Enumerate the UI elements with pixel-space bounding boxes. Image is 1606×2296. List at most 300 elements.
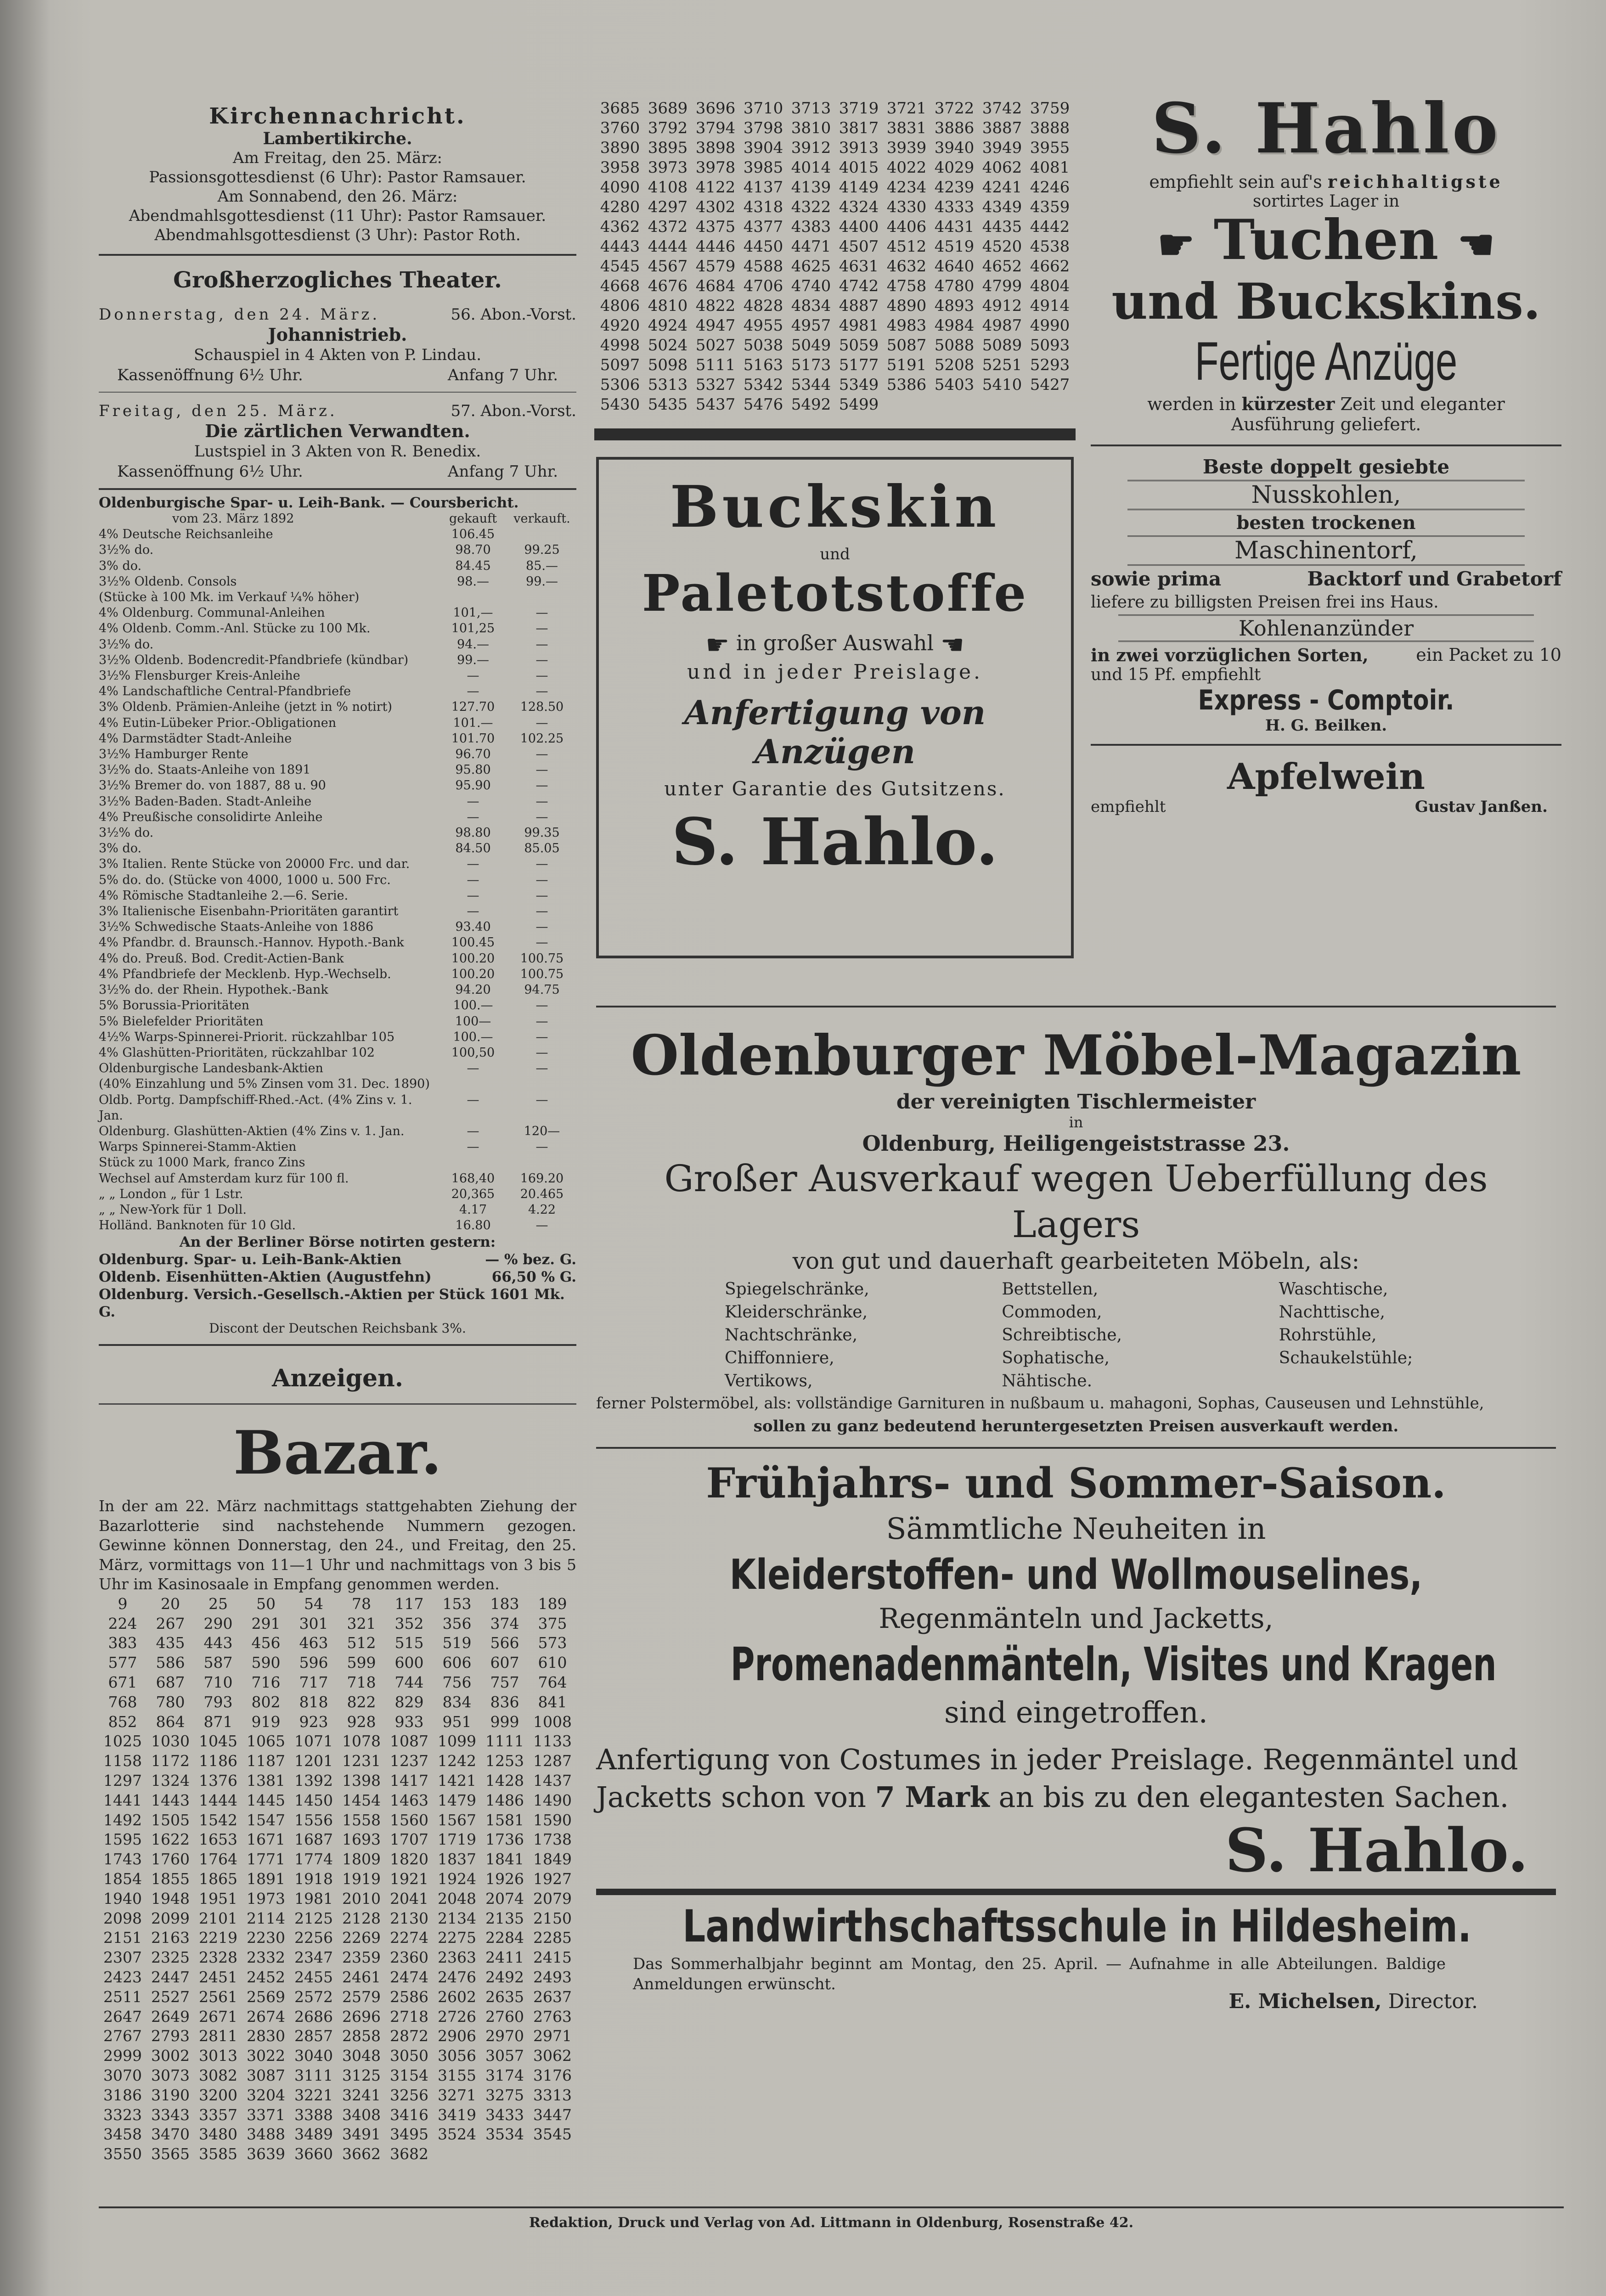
lottery-number: 1622 [151, 1830, 190, 1849]
lottery-number: 834 [442, 1693, 472, 1711]
lottery-number: 1201 [294, 1752, 333, 1770]
lottery-number: 610 [538, 1654, 567, 1672]
kohlen-2: Nusskohlen, [1127, 480, 1525, 510]
lottery-number: 2793 [151, 2027, 190, 2045]
divider [1091, 744, 1561, 746]
lottery-number: 2637 [533, 1987, 572, 2006]
lottery-number: 4981 [839, 316, 879, 335]
lottery-number: 3887 [982, 119, 1022, 137]
lottery-number: 3660 [294, 2145, 333, 2163]
lottery-number: 596 [299, 1654, 328, 1672]
kurs-sold: — [535, 857, 548, 872]
lottery-number: 1542 [199, 1811, 237, 1829]
kurs-sold: — [535, 747, 548, 762]
kurs-bought: 98.80 [455, 826, 491, 840]
kurs-security: 4% Oldenb. Comm.-Anl. Stücke zu 100 Mk. [99, 621, 371, 636]
lottery-number: 1444 [199, 1791, 237, 1809]
kurs-sold: — [535, 872, 548, 887]
lottery-number: 3810 [791, 119, 831, 137]
lottery-number: 3458 [103, 2125, 142, 2144]
kurs-security: 3% Italien. Rente Stücke von 20000 Frc. und dar. [99, 857, 410, 872]
lottery-number: 822 [347, 1693, 376, 1711]
lottery-number: 764 [538, 1673, 567, 1692]
lottery-number: 2360 [390, 1948, 428, 1967]
lottery-number: 4684 [695, 277, 736, 295]
lottery-number: 3491 [342, 2125, 381, 2144]
lottery-number: 2493 [533, 1968, 572, 1986]
kurs-security: Stück zu 1000 Mark, franco Zins [99, 1155, 305, 1170]
lottery-number: 3550 [103, 2145, 142, 2163]
lottery-number: 1186 [199, 1752, 237, 1770]
kurs-security: 3½% Flensburger Kreis-Anleihe [99, 669, 300, 683]
thick-rule [596, 1889, 1556, 1895]
lottery-number: 1560 [390, 1811, 428, 1829]
kurs-sold: — [535, 920, 548, 934]
right-column [1091, 90, 1561, 816]
lottery-number: 2696 [342, 2007, 381, 2026]
lottery-number: 1417 [390, 1772, 428, 1790]
lottery-number: 3275 [485, 2086, 524, 2104]
lottery-number: 1099 [438, 1732, 476, 1750]
lottery-number: 2363 [438, 1948, 476, 1967]
apfelwein-line [1091, 798, 1561, 816]
lottery-number: 2041 [390, 1889, 428, 1908]
buckskin-firm: S. Hahlo. [671, 805, 998, 880]
lottery-number: 2970 [485, 2027, 524, 2045]
pointing-hand-left-icon: ☚ [940, 629, 964, 660]
kurs-security: 3½% Bremer do. von 1887, 88 u. 90 [99, 778, 326, 793]
lottery-number: 290 [203, 1614, 233, 1632]
lottery-number: 1376 [199, 1772, 237, 1790]
lottery-number: 3040 [294, 2047, 333, 2065]
lottery-number: 3585 [199, 2145, 237, 2163]
hahlo-tuchen [1091, 208, 1561, 274]
lottery-number: 3742 [982, 99, 1022, 118]
lottery-number: 3447 [533, 2105, 572, 2124]
lottery-number: 374 [490, 1614, 519, 1632]
lottery-number: 117 [394, 1594, 424, 1613]
kurs-bought: 99.— [457, 653, 489, 667]
lottery-number: 1921 [390, 1870, 428, 1888]
lottery-number: 573 [538, 1634, 567, 1652]
lottery-number: 1924 [438, 1870, 476, 1888]
divider [596, 1006, 1556, 1007]
middle-column [596, 99, 1074, 958]
kurs-sold: — [535, 1092, 548, 1107]
kurs-sold: 20.465 [520, 1187, 564, 1201]
kurs-bought [439, 590, 507, 605]
kurs-sold: — [535, 810, 548, 824]
lottery-number: 2671 [199, 2007, 237, 2026]
lottery-number: 4640 [934, 257, 975, 276]
kohlen-5 [1091, 568, 1561, 590]
lottery-number: 2718 [390, 2007, 428, 2026]
lottery-number: 352 [394, 1614, 424, 1632]
beilken: H. G. Beilken. [1265, 716, 1387, 735]
lottery-number: 2999 [103, 2047, 142, 2065]
kurs-sold: — [535, 1140, 548, 1154]
lottery-number: 4893 [934, 297, 975, 315]
kurs-security: 4% Pfandbr. d. Braunsch.-Hannov. Hypoth.-Bank [99, 935, 404, 950]
kurs-security: 3% do. [99, 841, 142, 856]
lottery-number: 1764 [199, 1850, 237, 1868]
moebel-item: Schaukelstühle; [1279, 1349, 1413, 1367]
kurs-sold: — [535, 653, 548, 667]
lottery-number: 2284 [485, 1929, 524, 1947]
lottery-number: 519 [442, 1634, 472, 1652]
anzeigen-heading: Anzeigen. [272, 1364, 403, 1393]
lottery-number: 4652 [982, 257, 1022, 276]
lottery-number: 321 [347, 1614, 376, 1632]
kurs-bought: 100— [455, 1014, 491, 1029]
lottery-number: 768 [108, 1693, 137, 1711]
lottery-number: 189 [538, 1594, 567, 1613]
lottery-number: 3111 [294, 2066, 333, 2084]
kurs-bought: 127.70 [451, 700, 495, 715]
lottery-number: 2476 [438, 1968, 476, 1986]
lottery-number: 818 [299, 1693, 328, 1711]
moebel-sub: der vereinigten Tischlermeister [896, 1090, 1256, 1114]
theater-d2: Freitag, den 25. März. [99, 402, 338, 420]
lottery-number: 2455 [294, 1968, 333, 1986]
kurs-bought: 98.— [457, 574, 489, 589]
lottery-number: 4444 [648, 237, 688, 256]
lottery-number: 4957 [791, 316, 831, 335]
lottery-number: 2511 [103, 1987, 142, 2006]
lottery-number: 2447 [151, 1968, 190, 1986]
lottery-number: 2760 [485, 2007, 524, 2026]
kurs-sold: — [535, 778, 548, 793]
lottery-number: 5111 [695, 356, 736, 374]
lottery-number: 4322 [791, 198, 831, 216]
kurs-security: 3½% do. [99, 543, 154, 557]
lottery-number: 5049 [791, 336, 831, 355]
lottery-number: 5087 [886, 336, 927, 355]
lottery-number: 1443 [151, 1791, 190, 1809]
kurs-b2-value: 66,50 % G. [491, 1269, 576, 1286]
left-column [99, 99, 576, 2164]
kurs-security: 3% Italienische Eisenbahn-Prioritäten garantirt [99, 904, 399, 919]
lottery-number: 3313 [533, 2086, 572, 2104]
lottery-number: 3408 [342, 2105, 381, 2124]
hahlo-line2: sortirtes Lager in [1252, 192, 1400, 211]
lottery-number: 2763 [533, 2007, 572, 2026]
lottery-number: 3985 [743, 158, 783, 177]
lottery-number: 5403 [934, 376, 975, 394]
lottery-number: 3022 [247, 2047, 285, 2065]
lottery-number: 1771 [247, 1850, 285, 1868]
lottery-number: 2872 [390, 2027, 428, 2045]
kurs-security: 3½% Schwedische Staats-Anleihe von 1886 [99, 920, 374, 934]
lottery-number: 5430 [600, 395, 640, 414]
theater-d1-vorst: 56. Abon.-Vorst. [451, 305, 576, 324]
lottery-number: 1951 [199, 1889, 237, 1908]
kirche-line: Am Sonnabend, den 26. März: [217, 187, 458, 206]
lottery-number: 5208 [934, 356, 975, 374]
lottery-number: 3759 [1030, 99, 1070, 118]
kurs-sold: — [535, 684, 548, 699]
moebel-item: Sophatische, [1002, 1349, 1110, 1367]
lottery-number: 2150 [533, 1909, 572, 1927]
hahlo-buckskins: und Buckskins. [1111, 272, 1541, 331]
lottery-number: 5089 [982, 336, 1022, 355]
kirche-line: Abendmahlsgottesdienst (11 Uhr): Pastor Ramsauer. [129, 207, 547, 225]
lottery-number: 4014 [791, 158, 831, 177]
buckskin-und: und [820, 545, 850, 563]
lottery-number: 1590 [533, 1811, 572, 1829]
theater-d1-anfang: Anfang 7 Uhr. [447, 366, 558, 384]
lottery-number: 2359 [342, 1948, 381, 1967]
kurs-bought [439, 1076, 507, 1092]
lottery-number: 4920 [600, 316, 640, 335]
kurs-bought: — [467, 888, 479, 903]
kurs-bought: 16.80 [455, 1218, 491, 1233]
lottery-number: 4567 [648, 257, 688, 276]
lottery-number: 4512 [886, 237, 927, 256]
lottery-number: 5059 [839, 336, 879, 355]
kurs-title: Oldenburgische Spar- u. Leih-Bank. — Coursbericht. [99, 495, 519, 511]
lottery-number: 2635 [485, 1987, 524, 2006]
kurs-sold: — [535, 1218, 548, 1233]
lottery-number: 5435 [648, 395, 688, 414]
lottery-number: 5342 [743, 376, 783, 394]
theater-title: Großherzogliches Theater. [173, 267, 502, 293]
kurs-bought: — [467, 1092, 479, 1107]
apfelwein-firm: Gustav Janßen. [1414, 797, 1548, 816]
lottery-number: 5499 [839, 395, 879, 414]
saison-firm: S. Hahlo. [1225, 1815, 1528, 1885]
lottery-number: 2285 [533, 1929, 572, 1947]
footer [99, 2206, 1564, 2231]
kurs-bought: 95.80 [455, 763, 491, 777]
lottery-number: 2811 [199, 2027, 237, 2045]
lottery-number: 4406 [886, 218, 927, 236]
lottery-number: 671 [108, 1673, 137, 1692]
pointing-hand-left-icon: ☚ [1458, 220, 1495, 269]
lottery-number: 4137 [743, 178, 783, 197]
lottery-number: 4519 [934, 237, 975, 256]
kurs-security: 3% Oldenb. Prämien-Anleihe (jetzt in % notirt) [99, 700, 392, 715]
lottery-number: 267 [156, 1614, 185, 1632]
lottery-number: 1324 [151, 1772, 190, 1790]
lottery-number: 4828 [743, 297, 783, 315]
lottery-number: 4318 [743, 198, 783, 216]
lottery-number: 4668 [600, 277, 640, 295]
lottery-number: 802 [251, 1693, 281, 1711]
lottery-number: 1486 [485, 1791, 524, 1809]
lottery-number: 2347 [294, 1948, 333, 1967]
lottery-number: 3176 [533, 2066, 572, 2084]
kurs-sold: — [535, 621, 548, 636]
kirche-lines [99, 148, 576, 245]
lottery-number: 2423 [103, 1968, 142, 1986]
kurs-sold: 100.75 [520, 951, 564, 966]
theater-block [99, 304, 576, 482]
lottery-number: 3013 [199, 2047, 237, 2065]
kurs-bought: 100,50 [451, 1045, 495, 1060]
lottery-number: 1738 [533, 1830, 572, 1849]
kohlen-packet: ein Packet zu 10 [1416, 644, 1561, 665]
pointing-hand-right-icon: ☛ [705, 629, 730, 660]
moebel-item: Vertikows, [725, 1372, 813, 1390]
lottery-number: 1841 [485, 1850, 524, 1868]
kurs-sold: — [535, 904, 548, 919]
lottery-number: 3200 [199, 2086, 237, 2104]
kurs-bought: 96.70 [455, 747, 491, 762]
kurs-security: (Stücke à 100 Mk. im Verkauf ¼% höher) [99, 590, 360, 605]
lottery-number: 4234 [886, 178, 927, 197]
hahlo-line4: Ausführung geliefert. [1231, 414, 1421, 434]
lottery-number: 4280 [600, 198, 640, 216]
lottery-number: 3904 [743, 139, 783, 157]
lottery-number: 744 [394, 1673, 424, 1692]
theater-d2-anfang: Anfang 7 Uhr. [447, 462, 558, 481]
lottery-number: 1774 [294, 1850, 333, 1868]
lottery-number: 50 [256, 1594, 276, 1613]
lottery-number: 2461 [342, 1968, 381, 1986]
lottery-number: 4108 [648, 178, 688, 197]
lottery-number: 1030 [151, 1732, 190, 1750]
lottery-number: 587 [203, 1654, 233, 1672]
kurs-sold: — [535, 794, 548, 809]
kurs-sold: — [535, 1014, 548, 1029]
lottery-number: 2906 [438, 2027, 476, 2045]
bazar-numbers [99, 1594, 576, 2164]
lottery-number: 3524 [438, 2125, 476, 2144]
lottery-number: 3323 [103, 2105, 142, 2124]
lottery-number: 435 [156, 1634, 185, 1652]
lottery-number: 3154 [390, 2066, 428, 2084]
lottery-number: 1820 [390, 1850, 428, 1868]
kurs-sold: 4.22 [528, 1202, 556, 1217]
moebel-list [596, 1278, 1556, 1393]
kurs-security: 4% Deutsche Reichsanleihe [99, 527, 273, 542]
kurs-bought: 101.70 [451, 731, 495, 746]
kohlen-sorten: in zwei vorzüglichen Sorten, [1091, 644, 1369, 665]
moebel-title: Oldenburger Möbel-Magazin [631, 1023, 1521, 1088]
lottery-number: 2134 [438, 1909, 476, 1927]
lottery-number: 5476 [743, 395, 783, 414]
lottery-number: 3534 [485, 2125, 524, 2144]
kurs-security: 3½% Baden-Baden. Stadt-Anleihe [99, 794, 312, 809]
lottery-number: 2971 [533, 2027, 572, 2045]
lottery-number: 5410 [982, 376, 1022, 394]
moebel-address: Oldenburg, Heiligengeiststrasse 23. [862, 1131, 1290, 1156]
lottery-number: 1693 [342, 1830, 381, 1849]
lottery-number: 1445 [247, 1791, 285, 1809]
moebel-preise: sollen zu ganz bedeutend heruntergesetzten Preisen ausverkauft werden. [753, 1417, 1399, 1435]
hahlo-werden: werden in [1147, 394, 1236, 414]
lottery-number: 183 [490, 1594, 519, 1613]
lottery-number: 4450 [743, 237, 783, 256]
kurs-bought: — [467, 904, 479, 919]
lottery-number: 1187 [247, 1752, 285, 1770]
moebel-item: Commoden, [1002, 1303, 1102, 1322]
kurs-sold [507, 527, 576, 542]
lottery-number: 590 [251, 1654, 281, 1672]
lottery-number: 1025 [103, 1732, 142, 1750]
lottery-number: 3662 [342, 2145, 381, 2163]
lottery-number: 5327 [695, 376, 736, 394]
lottery-number: 2415 [533, 1948, 572, 1967]
lottery-number: 756 [442, 1673, 472, 1692]
moebel-item: Nachttische, [1279, 1303, 1385, 1322]
lottery-number: 4924 [648, 316, 688, 335]
kurs-rows [99, 527, 576, 1233]
moebel-list-col [1002, 1278, 1279, 1393]
lottery-number: 2256 [294, 1929, 333, 1947]
lottery-number: 1421 [438, 1772, 476, 1790]
lottery-number: 291 [251, 1614, 281, 1632]
lottery-number: 2561 [199, 1987, 237, 2006]
lottery-number: 1595 [103, 1830, 142, 1849]
lottery-number: 718 [347, 1673, 376, 1692]
lottery-number: 3955 [1030, 139, 1070, 157]
lottery-number: 2767 [103, 2027, 142, 2045]
hahlo-anzuege: Fertige Anzüge [1195, 331, 1458, 392]
lottery-number: 2275 [438, 1929, 476, 1947]
lottery-number: 3433 [485, 2105, 524, 2124]
lottery-number: 852 [108, 1712, 137, 1731]
lottery-number: 1237 [390, 1752, 428, 1770]
kohlen-3: besten trockenen [1236, 512, 1416, 534]
kurs-bought: 100.20 [451, 951, 495, 966]
lottery-number: 836 [490, 1693, 519, 1711]
saison-promenaden: Promenadenmänteln, Visites und Kragen [730, 1638, 1497, 1691]
lottery-number: 1437 [533, 1772, 572, 1790]
lottery-number: 153 [442, 1594, 472, 1613]
lottery-number: 4029 [934, 158, 975, 177]
moebel-list-col [725, 1278, 1002, 1393]
kohlen-sowie: sowie prima [1091, 567, 1222, 590]
lottery-number: 607 [490, 1654, 519, 1672]
lottery-number: 4139 [791, 178, 831, 197]
lottery-number: 4983 [886, 316, 927, 335]
kurs-h1: gekauft [449, 512, 497, 526]
kurs-security: „ „ New-York für 1 Doll. [99, 1202, 247, 1217]
lottery-number: 999 [490, 1712, 519, 1731]
buckskin-auswahl: in großer Auswahl [736, 630, 934, 655]
lottery-number: 1973 [247, 1889, 285, 1908]
saison-eingetroffen: sind eingetroffen. [944, 1696, 1208, 1730]
lottery-number: 577 [108, 1654, 137, 1672]
lottery-number: 928 [347, 1712, 376, 1731]
kurs-bought: — [467, 1140, 479, 1154]
lottery-number: 1454 [342, 1791, 381, 1809]
lottery-number: 606 [442, 1654, 472, 1672]
lottery-number: 3256 [390, 2086, 428, 2104]
lottery-number: 5492 [791, 395, 831, 414]
lottery-number: 54 [304, 1594, 323, 1613]
lottery-number: 2219 [199, 1929, 237, 1947]
lottery-number: 5427 [1030, 376, 1070, 394]
imprint: Redaktion, Druck und Verlag von Ad. Littmann in Oldenburg, Rosenstraße 42. [529, 2215, 1134, 2231]
lottery-number: 4987 [982, 316, 1022, 335]
lottery-number: 3949 [982, 139, 1022, 157]
lottery-number: 1490 [533, 1791, 572, 1809]
lottery-number: 3125 [342, 2066, 381, 2084]
kurs-bought: 100.45 [451, 935, 495, 950]
saison-neuheiten: Sämmtliche Neuheiten in [886, 1512, 1266, 1546]
lottery-number: 2079 [533, 1889, 572, 1908]
kohlen-backtorf: Backtorf und Grabetorf [1307, 567, 1561, 590]
lottery-number: 2163 [151, 1929, 190, 1947]
lottery-number: 2125 [294, 1909, 333, 1927]
lottery-number: 3760 [600, 119, 640, 137]
kurs-b2: Oldenb. Eisenhütten-Aktien (Augustfehn) [99, 1269, 432, 1286]
lottery-number: 2492 [485, 1968, 524, 1986]
lottery-number: 1253 [485, 1752, 524, 1770]
